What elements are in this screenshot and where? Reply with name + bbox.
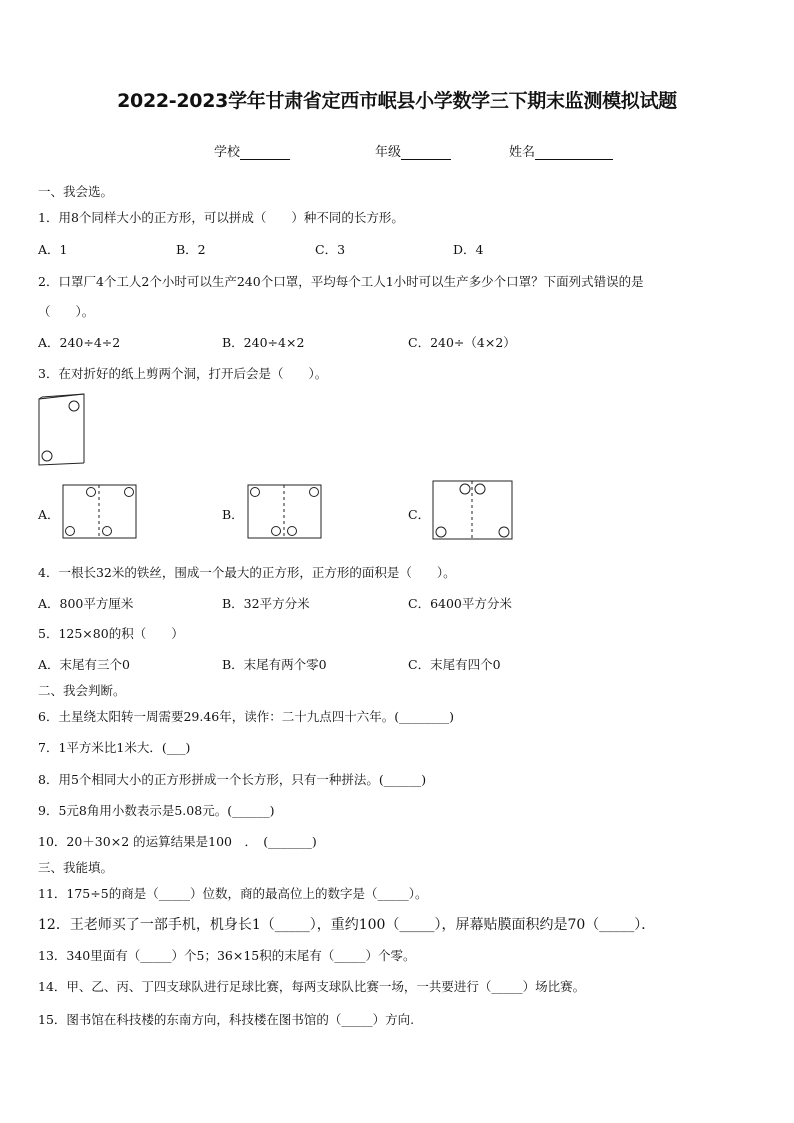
q2-option-a[interactable]: A．240÷4÷2 <box>38 335 121 350</box>
q2-option-c[interactable]: C．240÷（4×2） <box>408 335 516 350</box>
q3-option-c[interactable]: C． <box>408 507 431 522</box>
question-5: 5．125×80的积（ ） <box>38 626 184 641</box>
question-1: 1．用8个同样大小的正方形，可以拼成（ ）种不同的长方形。 <box>38 210 404 225</box>
name-field <box>509 141 613 160</box>
q5-option-c[interactable]: C．末尾有四个0 <box>408 657 501 672</box>
school-blank[interactable] <box>240 145 290 160</box>
grade-field <box>375 141 451 160</box>
q2-option-b[interactable]: B．240÷4×2 <box>222 335 305 350</box>
question-7: 7．1平方米比1米大．(___) <box>38 740 191 755</box>
question-8: 8．用5个相同大小的正方形拼成一个长方形，只有一种拼法。(______) <box>38 772 427 787</box>
question-15: 15．图书馆在科技楼的东南方向，科技楼在图书馆的（_____）方向. <box>38 1012 415 1027</box>
q1-option-a[interactable]: A．1 <box>38 242 68 257</box>
q5-option-a[interactable]: A．末尾有三个0 <box>38 657 130 672</box>
q5-option-b[interactable]: B．末尾有两个零0 <box>222 657 327 672</box>
question-4: 4．一根长32米的铁丝，围成一个最大的正方形，正方形的面积是（ ）。 <box>38 565 456 580</box>
section-heading: 三、我能填。 <box>38 860 114 875</box>
name-blank[interactable] <box>535 145 613 160</box>
question-11: 11．175÷5的商是（_____）位数，商的最高位上的数字是（_____）。 <box>38 886 428 901</box>
grade-label: 年级 <box>375 145 402 160</box>
question-14: 14．甲、乙、丙、丁四支球队进行足球比赛，每两支球队比赛一场，一共要进行（_____）场比赛。 <box>38 979 586 994</box>
q3-option-c-figure[interactable] <box>432 480 514 542</box>
section-heading: 二、我会判断。 <box>38 683 126 698</box>
q3-option-a-figure[interactable] <box>62 484 138 540</box>
q1-option-c[interactable]: C．3 <box>315 242 346 257</box>
question-12: 12．王老师买了一部手机，机身长1（_____），重约100（_____），屏幕贴膜面积约是70（_____）． <box>38 917 656 933</box>
question-6: 6．土星绕太阳转一周需要29.46年，读作：二十九点四十六年。(________) <box>38 709 454 724</box>
section-heading: 一、我会选。 <box>38 184 114 199</box>
question-9: 9．5元8角用小数表示是5.08元。(______) <box>38 803 275 818</box>
q4-option-b[interactable]: B．32平方分米 <box>222 596 310 611</box>
question-2-line1: 2．口罩厂4个工人2个小时可以生产240个口罩，平均每个工人1小时可以生产多少个口罩？下面列式错误的是 <box>38 274 644 289</box>
name-label: 姓名 <box>509 145 536 160</box>
folded-paper-figure <box>36 392 90 468</box>
q1-option-d[interactable]: D．4 <box>453 242 484 257</box>
question-10: 10．20＋30×2 的运算结果是100 ． (_______) <box>38 834 317 849</box>
question-13: 13．340里面有（_____）个5；36×15积的末尾有（_____）个零。 <box>38 948 416 963</box>
q3-option-b-figure[interactable] <box>247 484 323 540</box>
q3-option-a[interactable]: A． <box>38 507 60 522</box>
q4-option-c[interactable]: C．6400平方分米 <box>408 596 512 611</box>
q4-option-a[interactable]: A．800平方厘米 <box>38 596 134 611</box>
school-label: 学校 <box>214 145 241 160</box>
question-3: 3．在对折好的纸上剪两个洞，打开后会是（ ）。 <box>38 366 328 381</box>
grade-blank[interactable] <box>401 145 451 160</box>
school-field <box>214 141 290 160</box>
page-title: 2022-2023学年甘肃省定西市岷县小学数学三下期末监测模拟试题 <box>117 90 677 112</box>
question-2-line2: （ ）。 <box>38 304 95 319</box>
q1-option-b[interactable]: B．2 <box>176 242 206 257</box>
q3-option-b[interactable]: B． <box>222 507 244 522</box>
